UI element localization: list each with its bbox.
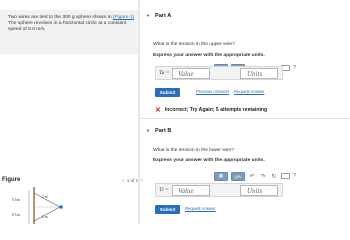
problem-text-part2: The sphere revolves in a horizontal circle at a constant speed of 8.0 m/s. <box>8 20 127 32</box>
problem-statement <box>0 10 138 54</box>
part-separator <box>140 118 350 119</box>
lower-length-label: 2 m <box>42 215 48 219</box>
part-b-request-answer-link[interactable]: Request Answer <box>185 206 216 211</box>
problem-text-part1: Two wires are tied to the 300 g sphere shown in <box>8 15 112 20</box>
part-a-units-input[interactable]: Units <box>240 68 278 79</box>
part-b-title: Part B <box>154 128 172 134</box>
mu-units-button[interactable]: μA <box>231 172 245 181</box>
lower-height-label: 0.5 m <box>12 213 21 217</box>
part-a-instruction: Express your answer with the appropriate units. <box>153 53 265 58</box>
undo-icon[interactable]: ↶ <box>249 173 255 180</box>
part-a-request-answer-link[interactable]: Request Answer <box>234 89 265 94</box>
upper-length-label: 2 m <box>42 195 48 199</box>
part-a-submit-button[interactable]: Submit <box>155 88 180 97</box>
redo-icon[interactable]: ↷ <box>260 173 266 180</box>
part-a-value-input[interactable]: Value <box>172 68 210 79</box>
part-b-units-input[interactable]: Units <box>240 185 278 196</box>
answer-panel <box>140 0 350 224</box>
part-b-header[interactable] <box>146 128 171 134</box>
problem-text <box>8 15 138 33</box>
problem-panel <box>0 0 143 224</box>
figure-title: Figure <box>2 177 21 183</box>
figure-link[interactable]: (Figure 1) <box>112 15 135 20</box>
part-b-answer-row <box>155 183 283 197</box>
part-b-submit-button[interactable]: Submit <box>155 205 180 214</box>
collapse-caret-icon: ▼ <box>146 13 150 18</box>
part-a-header[interactable] <box>146 13 171 19</box>
prev-figure-button[interactable]: < <box>122 178 125 183</box>
part-a-feedback <box>155 106 267 114</box>
feedback-text: Incorrect; Try Again; 5 attempts remaining <box>164 107 268 113</box>
part-b-value-input[interactable]: Value <box>172 185 210 196</box>
sphere <box>59 205 63 209</box>
part-a-title: Part A <box>154 13 172 19</box>
part-b-instruction: Express your answer with the appropriate units. <box>153 158 265 163</box>
keyboard-icon[interactable] <box>281 173 290 179</box>
part-b-toolbar <box>214 171 296 181</box>
upper-height-label: 0.5 m <box>12 198 21 202</box>
help-icon[interactable]: ? <box>293 65 297 71</box>
figure-counter: 1 of 1 <box>126 178 139 183</box>
templates-button[interactable]: ▦ <box>214 172 228 181</box>
part-b-question: What is the tension in the lower wire? <box>153 148 235 153</box>
collapse-caret-icon: ▼ <box>146 128 150 133</box>
incorrect-icon: ✕ <box>155 107 161 114</box>
part-a-question: What is the tension in the upper wire? <box>153 42 235 47</box>
figure-diagram <box>0 187 138 224</box>
sphere-wires-diagram <box>0 187 138 224</box>
part-a-answer-row <box>155 66 283 80</box>
reset-icon[interactable]: ↻ <box>271 173 277 180</box>
next-figure-button[interactable]: > <box>140 178 143 183</box>
help-icon[interactable]: ? <box>293 173 297 179</box>
part-a-variable-label: Tu = <box>159 70 170 76</box>
part-b-variable-label: Tl = <box>159 187 169 193</box>
previous-answers-link[interactable]: Previous Answers <box>196 89 230 94</box>
